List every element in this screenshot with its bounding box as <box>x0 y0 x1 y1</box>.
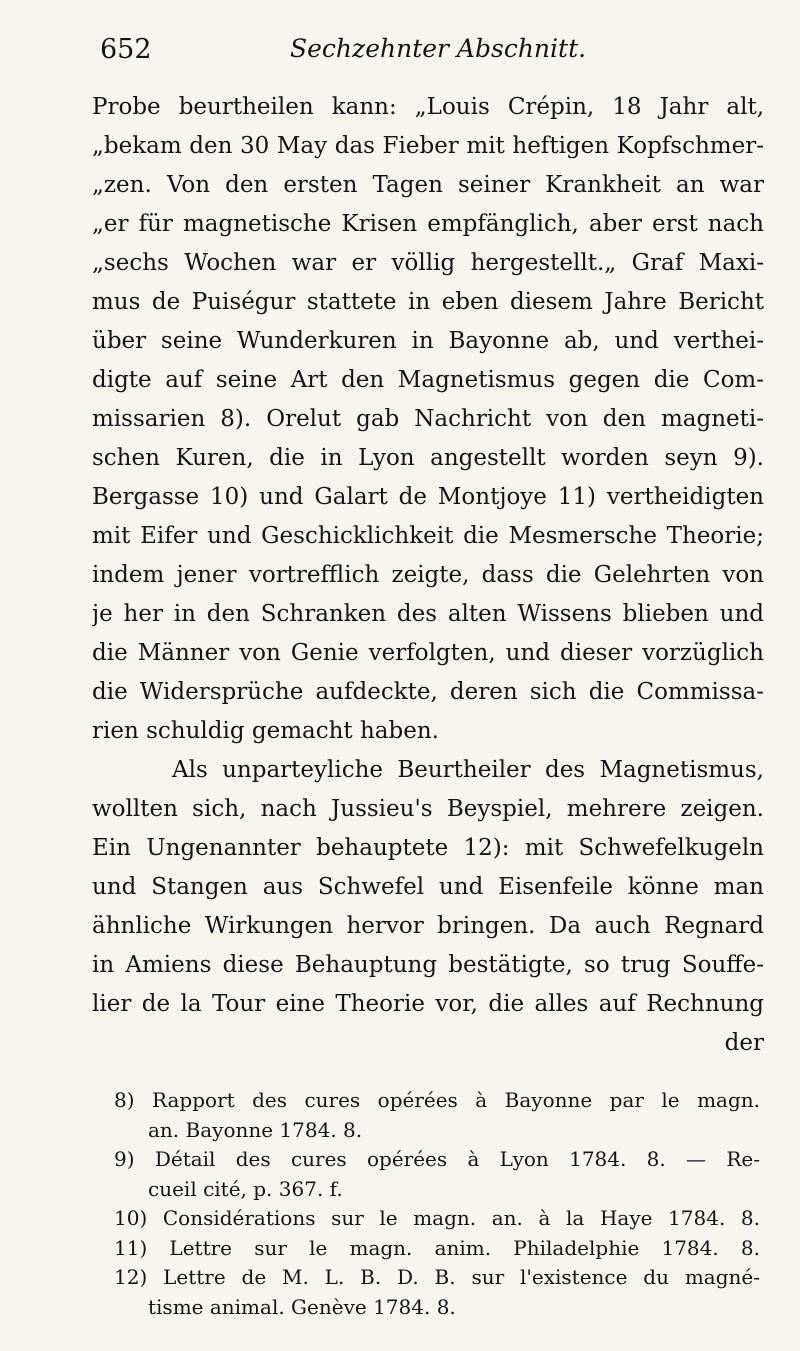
footnote-line: tisme animal. Genève 1784. 8. <box>148 1294 456 1319</box>
text-line: „sechs Wochen war er völlig hergestellt.„ Graf Maxi- <box>92 250 764 276</box>
text-line: „bekam den 30 May das Fieber mit heftigen Kopfschmer- <box>92 133 764 159</box>
footnote-line: 11) Lettre sur le magn. anim. Philadelphie 1784. 8. <box>114 1235 760 1260</box>
catchword: der <box>724 1030 764 1056</box>
text-line: die Männer von Genie verfolgten, und dieser vorzüglich <box>92 640 764 666</box>
text-line: Probe beurtheilen kann: „Louis Crépin, 18 Jahr alt, <box>92 94 764 120</box>
text-line: „zen. Von den ersten Tagen seiner Krankheit an war <box>92 172 764 198</box>
text-line: mus de Puiségur stattete in eben diesem Jahre Bericht <box>92 289 764 315</box>
body-text <box>92 88 764 1063</box>
text-line: wollten sich, nach Jussieu's Beyspiel, mehrere zeigen. <box>92 796 764 822</box>
footnotes <box>92 1086 760 1322</box>
text-line: Ein Ungenannter behauptete 12): mit Schwefelkugeln <box>92 835 764 861</box>
text-line: Als unparteyliche Beurtheiler des Magnetismus, <box>172 757 764 783</box>
footnote-line: 10) Considérations sur le magn. an. à la Haye 1784. 8. <box>114 1206 760 1230</box>
footnote-line: 12) Lettre de M. L. B. D. B. sur l'existence du magné- <box>114 1265 760 1289</box>
text-line: mit Eifer und Geschicklichkeit die Mesmersche Theorie; <box>92 523 764 549</box>
text-line: digte auf seine Art den Magnetismus gegen die Com- <box>92 367 764 393</box>
text-line: schen Kuren, die in Lyon angestellt worden seyn 9). <box>92 445 764 471</box>
text-line: in Amiens diese Behauptung bestätigte, so trug Souffe- <box>92 952 764 978</box>
page-header <box>100 30 760 70</box>
footnote-line: an. Bayonne 1784. 8. <box>148 1117 363 1142</box>
text-line: lier de la Tour eine Theorie vor, die alles auf Rechnung <box>92 991 764 1017</box>
text-line: und Stangen aus Schwefel und Eisenfeile könne man <box>92 874 764 900</box>
text-line: Bergasse 10) und Galart de Montjoye 11) vertheidigten <box>92 484 764 510</box>
text-line: über seine Wunderkuren in Bayonne ab, und verthei- <box>92 328 764 354</box>
running-head: Sechzehnter Abschnitt. <box>290 34 587 63</box>
text-line: die Widersprüche aufdeckte, deren sich die Commissa- <box>92 679 764 705</box>
footnote-line: 8) Rapport des cures opérées à Bayonne par le magn. <box>114 1088 760 1112</box>
footnote-line: cueil cité, p. 367. f. <box>148 1176 343 1201</box>
text-line: rien schuldig gemacht haben. <box>92 718 439 744</box>
page-number: 652 <box>100 34 152 65</box>
footnote-line: 9) Détail des cures opérées à Lyon 1784. 8. — Re- <box>114 1147 760 1171</box>
text-line: indem jener vortrefflich zeigte, dass die Gelehrten von <box>92 562 764 588</box>
text-line: „er für magnetische Krisen empfänglich, aber erst nach <box>92 211 764 237</box>
text-line: missarien 8). Orelut gab Nachricht von den magneti- <box>92 406 764 432</box>
text-line: ähnliche Wirkungen hervor bringen. Da auch Regnard <box>92 913 764 939</box>
text-line: je her in den Schranken des alten Wissens blieben und <box>92 601 764 627</box>
